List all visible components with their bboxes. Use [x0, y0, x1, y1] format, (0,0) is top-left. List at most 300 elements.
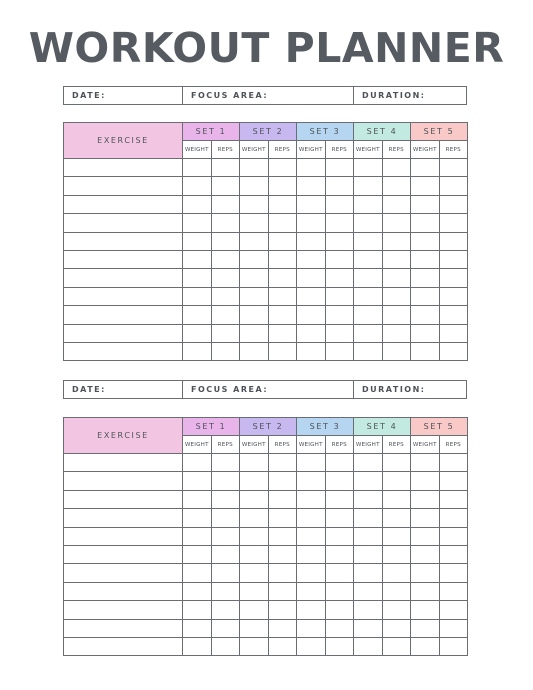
weight-cell[interactable] — [240, 269, 269, 287]
reps-cell[interactable] — [382, 287, 411, 305]
focus-area-field[interactable]: FOCUS AREA: — [183, 381, 354, 398]
reps-cell[interactable] — [211, 232, 240, 250]
weight-cell[interactable] — [183, 269, 212, 287]
weight-cell[interactable] — [354, 582, 383, 600]
exercise-cell[interactable] — [64, 214, 183, 232]
weight-cell[interactable] — [411, 490, 440, 508]
reps-cell[interactable] — [325, 324, 354, 342]
reps-cell[interactable] — [439, 582, 468, 600]
weight-cell[interactable] — [297, 250, 326, 268]
reps-cell[interactable] — [268, 287, 297, 305]
weight-cell[interactable] — [183, 324, 212, 342]
exercise-cell[interactable] — [64, 195, 183, 213]
reps-subheader: REPS — [439, 141, 468, 159]
exercise-cell[interactable] — [64, 454, 183, 472]
weight-cell[interactable] — [297, 195, 326, 213]
reps-cell[interactable] — [382, 306, 411, 324]
weight-cell[interactable] — [183, 545, 212, 563]
exercise-cell[interactable] — [64, 250, 183, 268]
reps-cell[interactable] — [382, 545, 411, 563]
weight-cell[interactable] — [297, 177, 326, 195]
table-row — [64, 509, 468, 527]
reps-cell[interactable] — [382, 269, 411, 287]
reps-cell[interactable] — [439, 232, 468, 250]
weight-cell[interactable] — [411, 454, 440, 472]
weight-cell[interactable] — [354, 306, 383, 324]
weight-cell[interactable] — [354, 195, 383, 213]
weight-cell[interactable] — [411, 159, 440, 177]
weight-cell[interactable] — [411, 637, 440, 655]
page-title: WORKOUT PLANNER — [28, 24, 505, 72]
reps-cell[interactable] — [211, 324, 240, 342]
reps-cell[interactable] — [325, 342, 354, 360]
weight-cell[interactable] — [183, 601, 212, 619]
reps-cell[interactable] — [268, 454, 297, 472]
reps-cell[interactable] — [382, 250, 411, 268]
reps-cell[interactable] — [439, 177, 468, 195]
weight-subheader: WEIGHT — [297, 436, 326, 454]
info-row-2 — [63, 380, 467, 399]
date-field[interactable]: DATE: — [64, 87, 183, 104]
weight-cell[interactable] — [297, 324, 326, 342]
weight-cell[interactable] — [411, 472, 440, 490]
reps-cell[interactable] — [382, 564, 411, 582]
weight-cell[interactable] — [183, 454, 212, 472]
weight-cell[interactable] — [297, 509, 326, 527]
weight-cell[interactable] — [411, 601, 440, 619]
table-row — [64, 564, 468, 582]
exercise-cell[interactable] — [64, 472, 183, 490]
weight-subheader: WEIGHT — [354, 141, 383, 159]
reps-cell[interactable] — [439, 214, 468, 232]
reps-cell[interactable] — [382, 619, 411, 637]
weight-cell[interactable] — [354, 490, 383, 508]
weight-subheader: WEIGHT — [183, 436, 212, 454]
reps-cell[interactable] — [325, 545, 354, 563]
reps-cell[interactable] — [268, 306, 297, 324]
reps-cell[interactable] — [382, 490, 411, 508]
weight-cell[interactable] — [240, 527, 269, 545]
weight-subheader: WEIGHT — [183, 141, 212, 159]
reps-cell[interactable] — [382, 214, 411, 232]
reps-cell[interactable] — [211, 527, 240, 545]
reps-cell[interactable] — [211, 287, 240, 305]
weight-cell[interactable] — [411, 306, 440, 324]
reps-cell[interactable] — [268, 269, 297, 287]
date-field[interactable]: DATE: — [64, 381, 183, 398]
reps-cell[interactable] — [325, 232, 354, 250]
weight-cell[interactable] — [240, 324, 269, 342]
table-row — [64, 454, 468, 472]
weight-cell[interactable] — [240, 619, 269, 637]
weight-cell[interactable] — [183, 637, 212, 655]
weight-cell[interactable] — [411, 582, 440, 600]
reps-cell[interactable] — [325, 195, 354, 213]
weight-cell[interactable] — [297, 601, 326, 619]
table-row — [64, 177, 468, 195]
reps-subheader: REPS — [325, 141, 354, 159]
reps-cell[interactable] — [439, 601, 468, 619]
reps-cell[interactable] — [211, 637, 240, 655]
reps-cell[interactable] — [211, 195, 240, 213]
weight-cell[interactable] — [240, 601, 269, 619]
weight-cell[interactable] — [183, 232, 212, 250]
reps-cell[interactable] — [268, 527, 297, 545]
weight-cell[interactable] — [411, 342, 440, 360]
table-row — [64, 545, 468, 563]
weight-cell[interactable] — [297, 454, 326, 472]
weight-subheader: WEIGHT — [411, 436, 440, 454]
weight-cell[interactable] — [240, 342, 269, 360]
weight-cell[interactable] — [183, 342, 212, 360]
reps-cell[interactable] — [325, 287, 354, 305]
reps-cell[interactable] — [439, 564, 468, 582]
reps-cell[interactable] — [211, 545, 240, 563]
table-row — [64, 306, 468, 324]
weight-cell[interactable] — [354, 472, 383, 490]
exercise-cell[interactable] — [64, 342, 183, 360]
weight-cell[interactable] — [297, 232, 326, 250]
reps-cell[interactable] — [211, 306, 240, 324]
reps-cell[interactable] — [325, 637, 354, 655]
reps-cell[interactable] — [325, 269, 354, 287]
reps-cell[interactable] — [325, 159, 354, 177]
info-row-1 — [63, 86, 467, 105]
weight-cell[interactable] — [240, 159, 269, 177]
set-header-2: SET 2 — [240, 418, 297, 436]
weight-cell[interactable] — [411, 619, 440, 637]
set-header-3: SET 3 — [297, 418, 354, 436]
exercise-cell[interactable] — [64, 601, 183, 619]
reps-cell[interactable] — [439, 509, 468, 527]
table-row — [64, 232, 468, 250]
reps-subheader: REPS — [211, 436, 240, 454]
reps-cell[interactable] — [325, 306, 354, 324]
weight-cell[interactable] — [183, 214, 212, 232]
reps-cell[interactable] — [439, 545, 468, 563]
weight-cell[interactable] — [354, 269, 383, 287]
weight-cell[interactable] — [354, 214, 383, 232]
reps-cell[interactable] — [211, 564, 240, 582]
exercise-cell[interactable] — [64, 324, 183, 342]
table-row — [64, 250, 468, 268]
reps-cell[interactable] — [211, 490, 240, 508]
weight-subheader: WEIGHT — [240, 436, 269, 454]
weight-cell[interactable] — [183, 250, 212, 268]
workout-table-2 — [63, 417, 468, 656]
exercise-cell[interactable] — [64, 545, 183, 563]
table-row — [64, 342, 468, 360]
weight-cell[interactable] — [297, 564, 326, 582]
weight-cell[interactable] — [240, 490, 269, 508]
weight-cell[interactable] — [354, 545, 383, 563]
exercise-cell[interactable] — [64, 509, 183, 527]
reps-cell[interactable] — [211, 159, 240, 177]
weight-cell[interactable] — [411, 545, 440, 563]
reps-cell[interactable] — [439, 250, 468, 268]
reps-cell[interactable] — [211, 214, 240, 232]
weight-cell[interactable] — [183, 472, 212, 490]
weight-cell[interactable] — [183, 306, 212, 324]
reps-cell[interactable] — [382, 195, 411, 213]
exercise-header: EXERCISE — [64, 418, 183, 454]
set-header-1: SET 1 — [183, 123, 240, 141]
exercise-cell[interactable] — [64, 637, 183, 655]
reps-subheader: REPS — [382, 141, 411, 159]
weight-cell[interactable] — [183, 195, 212, 213]
reps-cell[interactable] — [325, 509, 354, 527]
weight-cell[interactable] — [411, 250, 440, 268]
reps-cell[interactable] — [211, 601, 240, 619]
reps-subheader: REPS — [382, 436, 411, 454]
set-header-4: SET 4 — [354, 123, 411, 141]
weight-cell[interactable] — [411, 232, 440, 250]
reps-cell[interactable] — [439, 342, 468, 360]
reps-cell[interactable] — [268, 342, 297, 360]
reps-cell[interactable] — [325, 177, 354, 195]
reps-cell[interactable] — [268, 619, 297, 637]
weight-cell[interactable] — [183, 509, 212, 527]
reps-cell[interactable] — [211, 177, 240, 195]
weight-cell[interactable] — [183, 177, 212, 195]
exercise-cell[interactable] — [64, 490, 183, 508]
reps-cell[interactable] — [382, 472, 411, 490]
duration-field[interactable]: DURATION: — [362, 385, 426, 394]
weight-cell[interactable] — [354, 342, 383, 360]
weight-cell[interactable] — [411, 195, 440, 213]
weight-cell[interactable] — [354, 601, 383, 619]
weight-cell[interactable] — [240, 582, 269, 600]
reps-cell[interactable] — [325, 564, 354, 582]
exercise-cell[interactable] — [64, 527, 183, 545]
exercise-cell[interactable] — [64, 269, 183, 287]
reps-cell[interactable] — [325, 601, 354, 619]
exercise-cell[interactable] — [64, 232, 183, 250]
reps-subheader: REPS — [268, 141, 297, 159]
weight-cell[interactable] — [354, 232, 383, 250]
weight-cell[interactable] — [183, 527, 212, 545]
reps-subheader: REPS — [325, 436, 354, 454]
weight-cell[interactable] — [354, 287, 383, 305]
reps-cell[interactable] — [382, 637, 411, 655]
reps-cell[interactable] — [325, 490, 354, 508]
reps-cell[interactable] — [211, 472, 240, 490]
reps-cell[interactable] — [211, 582, 240, 600]
table-row — [64, 159, 468, 177]
exercise-cell[interactable] — [64, 306, 183, 324]
table-row — [64, 269, 468, 287]
reps-cell[interactable] — [268, 490, 297, 508]
table-row — [64, 527, 468, 545]
reps-cell[interactable] — [268, 601, 297, 619]
weight-cell[interactable] — [183, 159, 212, 177]
weight-subheader: WEIGHT — [297, 141, 326, 159]
reps-cell[interactable] — [382, 509, 411, 527]
reps-cell[interactable] — [439, 306, 468, 324]
reps-cell[interactable] — [439, 269, 468, 287]
workout-table-1 — [63, 122, 468, 361]
weight-cell[interactable] — [240, 564, 269, 582]
reps-cell[interactable] — [439, 324, 468, 342]
table-row — [64, 582, 468, 600]
reps-cell[interactable] — [268, 324, 297, 342]
weight-cell[interactable] — [297, 269, 326, 287]
weight-cell[interactable] — [354, 564, 383, 582]
table-row — [64, 195, 468, 213]
reps-cell[interactable] — [439, 490, 468, 508]
reps-cell[interactable] — [382, 601, 411, 619]
weight-cell[interactable] — [297, 582, 326, 600]
reps-cell[interactable] — [211, 454, 240, 472]
reps-cell[interactable] — [382, 582, 411, 600]
reps-cell[interactable] — [439, 619, 468, 637]
weight-cell[interactable] — [240, 287, 269, 305]
reps-cell[interactable] — [211, 250, 240, 268]
weight-cell[interactable] — [240, 250, 269, 268]
weight-cell[interactable] — [297, 306, 326, 324]
reps-cell[interactable] — [325, 250, 354, 268]
duration-field[interactable]: DURATION: — [362, 91, 426, 100]
reps-cell[interactable] — [325, 619, 354, 637]
weight-cell[interactable] — [411, 177, 440, 195]
reps-cell[interactable] — [439, 287, 468, 305]
exercise-cell[interactable] — [64, 582, 183, 600]
reps-cell[interactable] — [268, 177, 297, 195]
reps-cell[interactable] — [268, 214, 297, 232]
weight-cell[interactable] — [354, 637, 383, 655]
reps-cell[interactable] — [211, 619, 240, 637]
reps-cell[interactable] — [382, 232, 411, 250]
reps-cell[interactable] — [268, 232, 297, 250]
weight-cell[interactable] — [297, 214, 326, 232]
weight-cell[interactable] — [240, 232, 269, 250]
weight-subheader: WEIGHT — [411, 141, 440, 159]
weight-cell[interactable] — [297, 490, 326, 508]
reps-cell[interactable] — [268, 582, 297, 600]
weight-cell[interactable] — [297, 472, 326, 490]
weight-cell[interactable] — [240, 177, 269, 195]
weight-cell[interactable] — [411, 269, 440, 287]
table-row — [64, 287, 468, 305]
weight-cell[interactable] — [297, 159, 326, 177]
reps-cell[interactable] — [268, 509, 297, 527]
reps-cell[interactable] — [211, 509, 240, 527]
weight-cell[interactable] — [354, 509, 383, 527]
reps-cell[interactable] — [325, 472, 354, 490]
weight-cell[interactable] — [354, 619, 383, 637]
weight-cell[interactable] — [297, 637, 326, 655]
table-row — [64, 472, 468, 490]
reps-cell[interactable] — [268, 545, 297, 563]
weight-cell[interactable] — [240, 472, 269, 490]
weight-cell[interactable] — [240, 637, 269, 655]
reps-cell[interactable] — [439, 472, 468, 490]
weight-cell[interactable] — [183, 582, 212, 600]
reps-cell[interactable] — [268, 250, 297, 268]
weight-cell[interactable] — [411, 527, 440, 545]
reps-cell[interactable] — [382, 177, 411, 195]
weight-cell[interactable] — [411, 509, 440, 527]
reps-cell[interactable] — [439, 454, 468, 472]
weight-cell[interactable] — [183, 287, 212, 305]
weight-cell[interactable] — [297, 527, 326, 545]
reps-cell[interactable] — [382, 159, 411, 177]
reps-subheader: REPS — [439, 436, 468, 454]
weight-cell[interactable] — [240, 509, 269, 527]
set-header-2: SET 2 — [240, 123, 297, 141]
weight-cell[interactable] — [354, 324, 383, 342]
reps-cell[interactable] — [325, 214, 354, 232]
weight-cell[interactable] — [411, 564, 440, 582]
reps-cell[interactable] — [268, 159, 297, 177]
weight-cell[interactable] — [297, 287, 326, 305]
reps-cell[interactable] — [268, 637, 297, 655]
weight-subheader: WEIGHT — [354, 436, 383, 454]
weight-cell[interactable] — [297, 619, 326, 637]
table-row — [64, 601, 468, 619]
weight-cell[interactable] — [354, 454, 383, 472]
weight-cell[interactable] — [354, 159, 383, 177]
weight-cell[interactable] — [240, 545, 269, 563]
reps-cell[interactable] — [268, 195, 297, 213]
weight-cell[interactable] — [354, 250, 383, 268]
weight-cell[interactable] — [354, 527, 383, 545]
reps-cell[interactable] — [325, 527, 354, 545]
weight-cell[interactable] — [354, 177, 383, 195]
exercise-cell[interactable] — [64, 159, 183, 177]
reps-cell[interactable] — [382, 527, 411, 545]
focus-area-field[interactable]: FOCUS AREA: — [183, 87, 354, 104]
reps-cell[interactable] — [211, 269, 240, 287]
exercise-cell[interactable] — [64, 564, 183, 582]
weight-cell[interactable] — [240, 195, 269, 213]
weight-cell[interactable] — [240, 454, 269, 472]
set-header-5: SET 5 — [411, 418, 468, 436]
reps-cell[interactable] — [325, 454, 354, 472]
table-row — [64, 637, 468, 655]
weight-cell[interactable] — [411, 324, 440, 342]
weight-cell[interactable] — [240, 214, 269, 232]
weight-cell[interactable] — [411, 287, 440, 305]
weight-cell[interactable] — [183, 619, 212, 637]
reps-cell[interactable] — [325, 582, 354, 600]
reps-cell[interactable] — [439, 159, 468, 177]
reps-cell[interactable] — [439, 637, 468, 655]
reps-cell[interactable] — [439, 195, 468, 213]
table-row — [64, 619, 468, 637]
reps-cell[interactable] — [268, 472, 297, 490]
set-header-3: SET 3 — [297, 123, 354, 141]
reps-cell[interactable] — [211, 342, 240, 360]
reps-cell[interactable] — [439, 527, 468, 545]
weight-cell[interactable] — [183, 490, 212, 508]
weight-cell[interactable] — [183, 564, 212, 582]
weight-cell[interactable] — [297, 342, 326, 360]
weight-cell[interactable] — [411, 214, 440, 232]
exercise-cell[interactable] — [64, 177, 183, 195]
table-row — [64, 490, 468, 508]
weight-cell[interactable] — [240, 306, 269, 324]
reps-cell[interactable] — [382, 324, 411, 342]
weight-cell[interactable] — [297, 545, 326, 563]
reps-cell[interactable] — [382, 454, 411, 472]
exercise-cell[interactable] — [64, 287, 183, 305]
reps-cell[interactable] — [268, 564, 297, 582]
reps-cell[interactable] — [382, 342, 411, 360]
reps-subheader: REPS — [268, 436, 297, 454]
exercise-header: EXERCISE — [64, 123, 183, 159]
exercise-cell[interactable] — [64, 619, 183, 637]
